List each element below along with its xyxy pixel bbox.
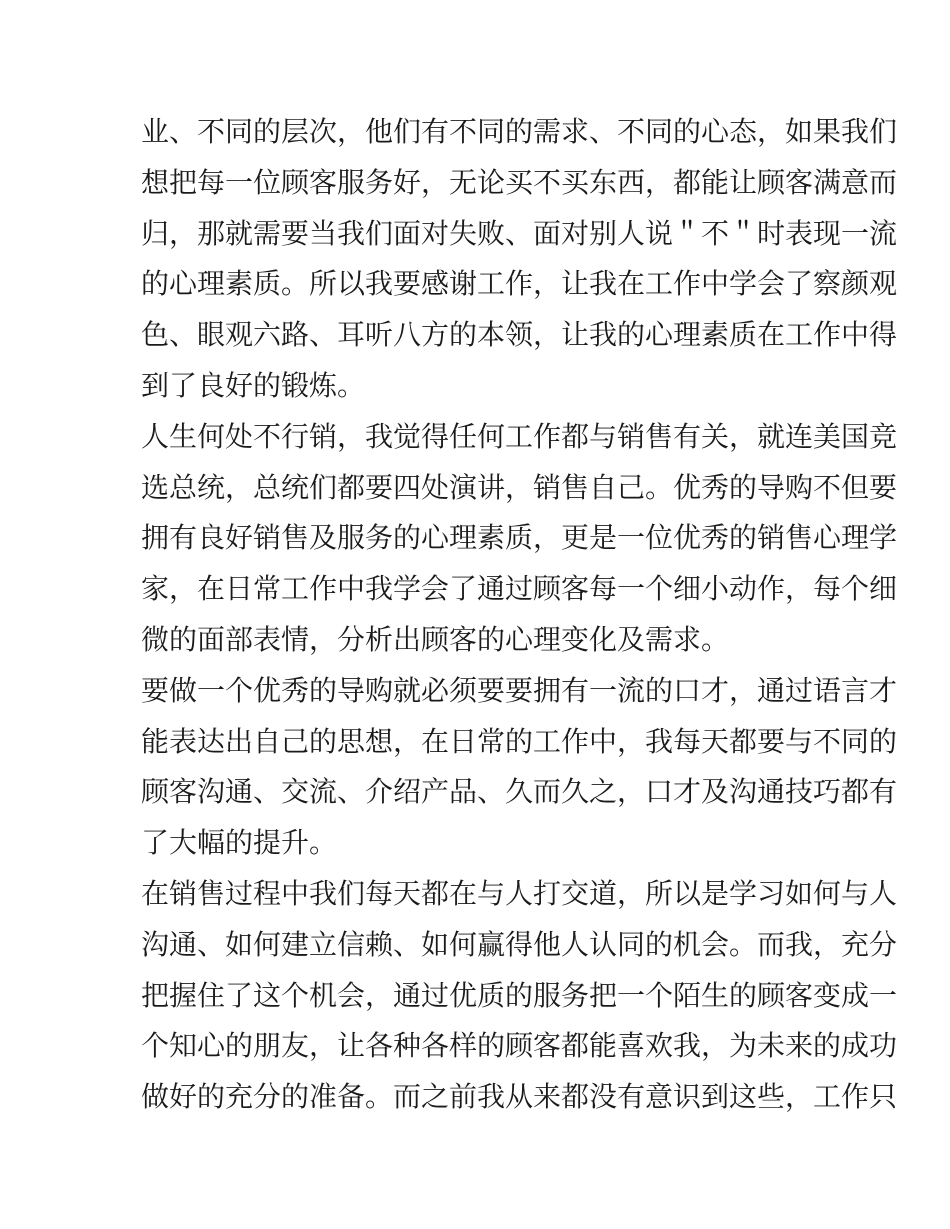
- text-line: 顾客沟通、交流、介绍产品、久而久之，口才及沟通技巧都有: [141, 775, 898, 809]
- document-body: [141, 107, 898, 1123]
- paragraph-4: [141, 869, 898, 1123]
- paragraph-3: [141, 666, 898, 869]
- text-line: 把握住了这个机会，通过优质的服务把一个陌生的顾客变成一: [141, 978, 898, 1012]
- text-line: 到了良好的锻炼。: [141, 368, 366, 402]
- text-line: 微的面部表情，分析出顾客的心理变化及需求。: [141, 622, 730, 656]
- text-line: 沟通、如何建立信赖、如何赢得他人认同的机会。而我，充分: [141, 927, 898, 961]
- text-line: 了大幅的提升。: [141, 826, 338, 860]
- paragraph-1: [141, 107, 898, 412]
- text-line: 人生何处不行销，我觉得任何工作都与销售有关，就连美国竞: [141, 419, 898, 453]
- text-line: 色、眼观六路、耳听八方的本领，让我的心理素质在工作中得: [141, 318, 898, 352]
- text-line: 选总统，总统们都要四处演讲，销售自己。优秀的导购不但要: [141, 470, 898, 504]
- text-line: 要做一个优秀的导购就必须要要拥有一流的口才，通过语言才: [141, 673, 898, 707]
- text-line: 拥有良好销售及服务的心理素质，更是一位优秀的销售心理学: [141, 521, 898, 555]
- text-line: 能表达出自己的思想，在日常的工作中，我每天都要与不同的: [141, 724, 898, 758]
- text-line: 做好的充分的准备。而之前我从来都没有意识到这些，工作只: [141, 1080, 898, 1114]
- text-line: 归，那就需要当我们面对失败、面对别人说＂不＂时表现一流: [141, 216, 898, 250]
- text-line: 个知心的朋友，让各种各样的顾客都能喜欢我，为未来的成功: [141, 1029, 898, 1063]
- text-line: 家，在日常工作中我学会了通过顾客每一个细小动作，每个细: [141, 572, 898, 606]
- text-line: 的心理素质。所以我要感谢工作，让我在工作中学会了察颜观: [141, 267, 898, 301]
- paragraph-2: [141, 412, 898, 666]
- text-line: 想把每一位顾客服务好，无论买不买东西，都能让顾客满意而: [141, 165, 898, 199]
- text-line: 在销售过程中我们每天都在与人打交道，所以是学习如何与人: [141, 876, 898, 910]
- text-line: 业、不同的层次，他们有不同的需求、不同的心态，如果我们: [141, 115, 898, 148]
